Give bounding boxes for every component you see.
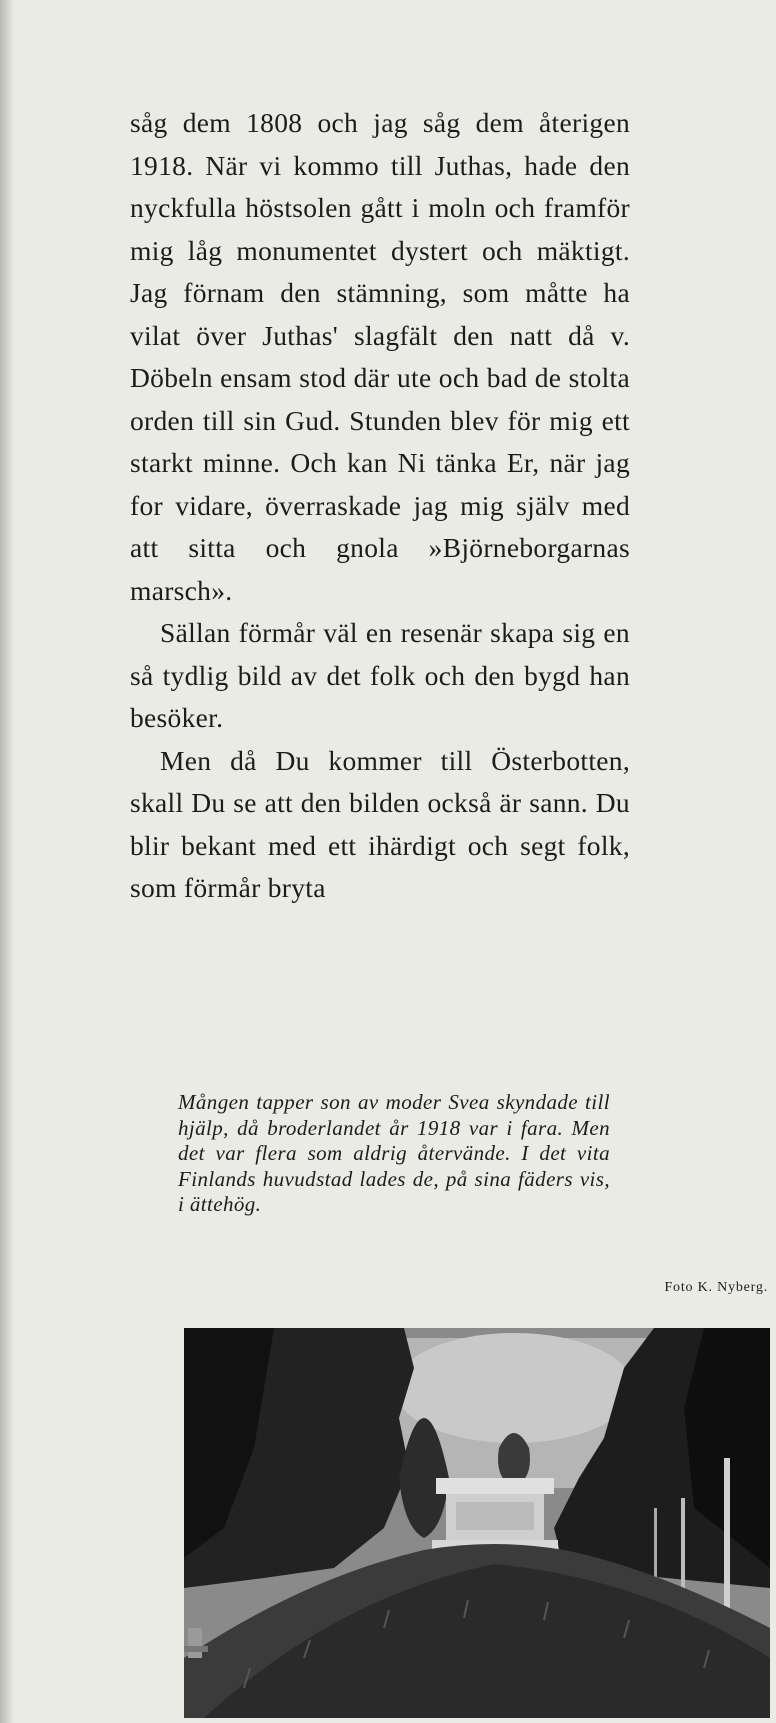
page-edge-shadow — [0, 0, 14, 1723]
paragraph-resenar: Sällan förmår väl en resenär skapa sig en så tydlig bild av det folk och den bygd han besöker. — [130, 617, 630, 733]
photo-monument — [436, 1478, 554, 1494]
paragraph-continued: såg dem 1808 och jag såg dem återigen 1918. När vi kommo till Juthas, hade den nyckfulla höstsolen gått i moln och framför mig låg monumentet dystert och mäktigt. Jag förnam den stämning, som måtte ha vilat över Juthas' slagfält den natt då v. Döbeln ensam stod där ute och bad de stolta orden till sin Gud. Stunden blev för mig ett starkt minne. Och kan Ni tänka Er, när jag for vidare, överraskade jag mig själv med att sitta och gnola »Björneborgarnas marsch». — [130, 107, 630, 606]
paragraph-osterbotten: Men då Du kommer till Österbotten, skall Du se att den bilden också är sann. Du blir bekant med ett ihärdigt och segt folk, som förmår bryta — [130, 744, 630, 903]
photo-credit: Foto K. Nyberg. — [664, 1280, 768, 1295]
article-body — [130, 102, 630, 910]
photo-caption: Mången tapper son av moder Svea skyndade till hjälp, då broderlandet år 1918 var i fara. Men det var flera som aldrig återvände. I det vita Finlands huvudstad lades de, på sina fäders vis, i ättehög. — [178, 1090, 610, 1216]
memorial-mound-photo — [184, 1328, 770, 1718]
